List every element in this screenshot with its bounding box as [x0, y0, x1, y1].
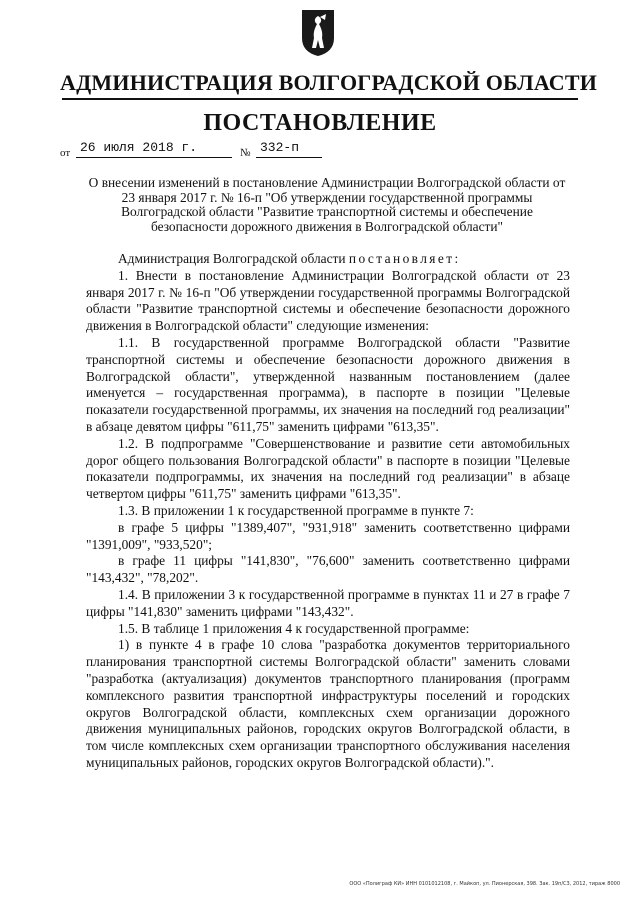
- coat-of-arms-icon: [300, 8, 336, 58]
- paragraph: 1.5. В таблице 1 приложения 4 к государственной программе:: [118, 620, 470, 636]
- document-type-heading: ПОСТАНОВЛЕНИЕ: [203, 110, 437, 136]
- number-value: 332-п: [260, 140, 300, 155]
- preamble-text: Администрация Волгоградской области: [118, 251, 346, 266]
- paragraph: в графе 11 цифры "141,830", "76,600" заменить соответственно цифрами "143,432", "78,202".: [86, 553, 570, 586]
- date-label: от: [60, 147, 71, 159]
- paragraph: 1.2. В подпрограмме "Совершенствование и развитие сети автомобильных дорог общего пользования Волгоградской области" в паспорте в позиции "Целевые показатели подпрограммы, их значения на последний год реализации" в абзаце четвертом цифры "611,75" заменить цифрами "613,35".: [86, 435, 570, 502]
- paragraph: 1. Внести в постановление Администрации Волгоградской области от 23 января 2017 г. № 16-п "Об утверждении государственной программы Волгоградской области "Развитие транспортной системы и обеспечение безопасности дорожного движения в Волгоградской области" следующие изменения:: [86, 267, 570, 334]
- preamble: [86, 251, 570, 268]
- document-subject: О внесении изменений в постановление Администрации Волгоградской области от 23 января 2017 г. № 16-п "Об утверждении государственной программы Волгоградской области "Развитие транспортной системы и обеспечение безопасности дорожного движения в Волгоградской области": [88, 175, 566, 234]
- date-value: 26 июля 2018 г.: [80, 140, 198, 155]
- date-underline: [76, 157, 232, 158]
- printer-imprint: ООО «Полиграф КИ» ИНН 0101012108, г. Майкоп, ул. Пионерская, 398. Зак. 19п/С3, 2012, тираж 8000: [349, 881, 620, 887]
- title-divider: [62, 98, 578, 100]
- number-underline: [256, 157, 322, 158]
- paragraph: 1) в пункте 4 в графе 10 слова "разработка документов территориального планирования транспортной системы Волгоградской области" заменить словами "разработка (актуализация) документов транспортного планирования (программ комплексного развития транспортной инфраструктуры поселений и городских округов Волгоградской области, комплексных схем организации дорожного движения муниципальных районов, городских округов Волгоградской области, в том числе комплексных схем организации транспортного обслуживания населения муниципальных районов, городских округов Волгоградской области).".: [86, 637, 570, 770]
- number-label: №: [240, 147, 251, 159]
- paragraph: 1.3. В приложении 1 к государственной программе в пункте 7:: [118, 502, 474, 518]
- document-body: [86, 251, 570, 772]
- paragraph: 1.4. В приложении 3 к государственной программе в пунктах 11 и 27 в графе 7 цифры "141,830" заменить цифрами "143,432".: [86, 586, 570, 619]
- resolves-word: постановляет:: [348, 251, 461, 266]
- paragraph: в графе 5 цифры "1389,407", "931,918" заменить соответственно цифрами "1391,009", "933,520";: [86, 519, 570, 552]
- paragraph: 1.1. В государственной программе Волгоградской области "Развитие транспортной системы и обеспечение безопасности дорожного движения в Волгоградской области", утвержденной названным постановлением (далее именуется – государственная программа), в паспорте в позиции "Целевые показатели государственной программы, их значения на последний год реализации" в абзаце девятом цифры "611,75" заменить цифрами "613,35".: [86, 334, 570, 434]
- document-meta: [60, 140, 360, 162]
- organization-title: АДМИНИСТРАЦИЯ ВОЛГОГРАДСКОЙ ОБЛАСТИ: [60, 70, 598, 95]
